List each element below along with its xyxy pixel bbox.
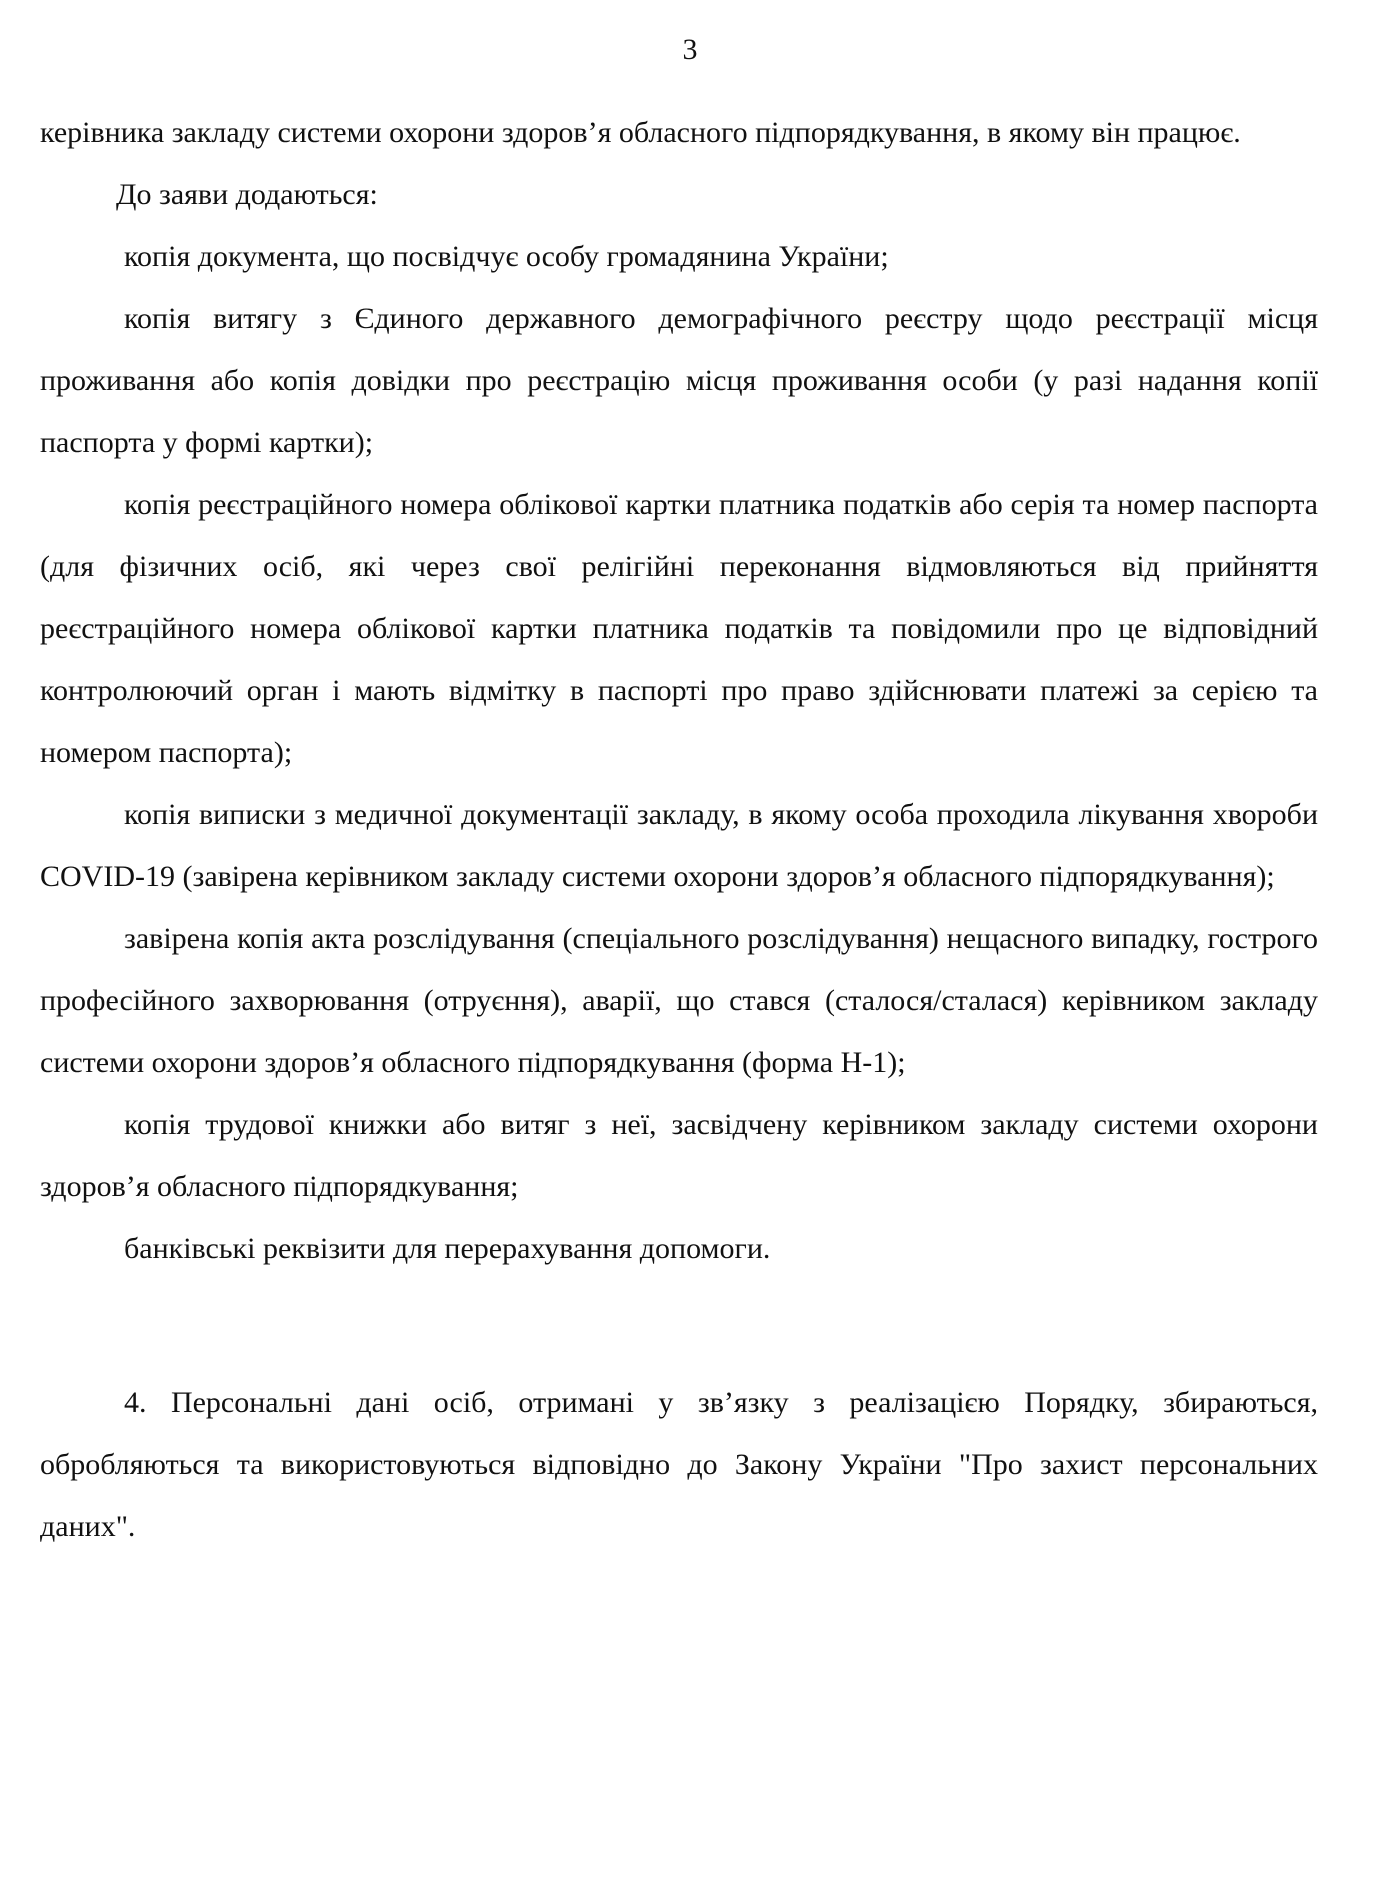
paragraph-continuation: керівника закладу системи охорони здоров’я обласного підпорядкування, в якому він працює.: [40, 116, 1241, 149]
document-body: [40, 102, 1318, 1558]
attachment-item: копія трудової книжки або витяг з неї, засвідчену керівником закладу системи охорони здоров’я обласного підпорядкування;: [40, 1108, 1318, 1203]
attachment-item: копія витягу з Єдиного державного демографічного реєстру щодо реєстрації місця проживання або копія довідки про реєстрацію місця проживання особи (у разі надання копії паспорта у формі картки);: [40, 302, 1318, 459]
attachment-item: копія реєстраційного номера облікової картки платника податків або серія та номер паспорта (для фізичних осіб, які через свої релігійні переконання відмовляються від прийняття реєстраційного номера облікової картки платника податків та повідомили про це відповідний контролюючий орган і мають відмітку в паспорті про право здійснювати платежі за серією та номером паспорта);: [40, 488, 1318, 769]
page-number: 3: [682, 33, 698, 66]
attachment-item: копія виписки з медичної документації закладу, в якому особа проходила лікування хвороби COVID-19 (завірена керівником закладу системи охорони здоров’я обласного підпорядкування);: [40, 798, 1318, 893]
attachment-item: завірена копія акта розслідування (спеціального розслідування) нещасного випадку, гострого професійного захворювання (отруєння), аварії, що стався (сталося/сталася) керівником закладу системи охорони здоров’я обласного підпорядкування (форма Н-1);: [40, 922, 1318, 1079]
attachments-heading: До заяви додаються:: [116, 178, 378, 211]
attachment-item: банківські реквізити для перерахування допомоги.: [124, 1232, 771, 1265]
attachment-item: копія документа, що посвідчує особу громадянина України;: [124, 240, 889, 273]
section-4-paragraph: 4. Персональні дані осіб, отримані у зв’язку з реалізацією Порядку, збираються, обробляються та використовуються відповідно до Закону України "Про захист персональних даних".: [40, 1386, 1318, 1543]
